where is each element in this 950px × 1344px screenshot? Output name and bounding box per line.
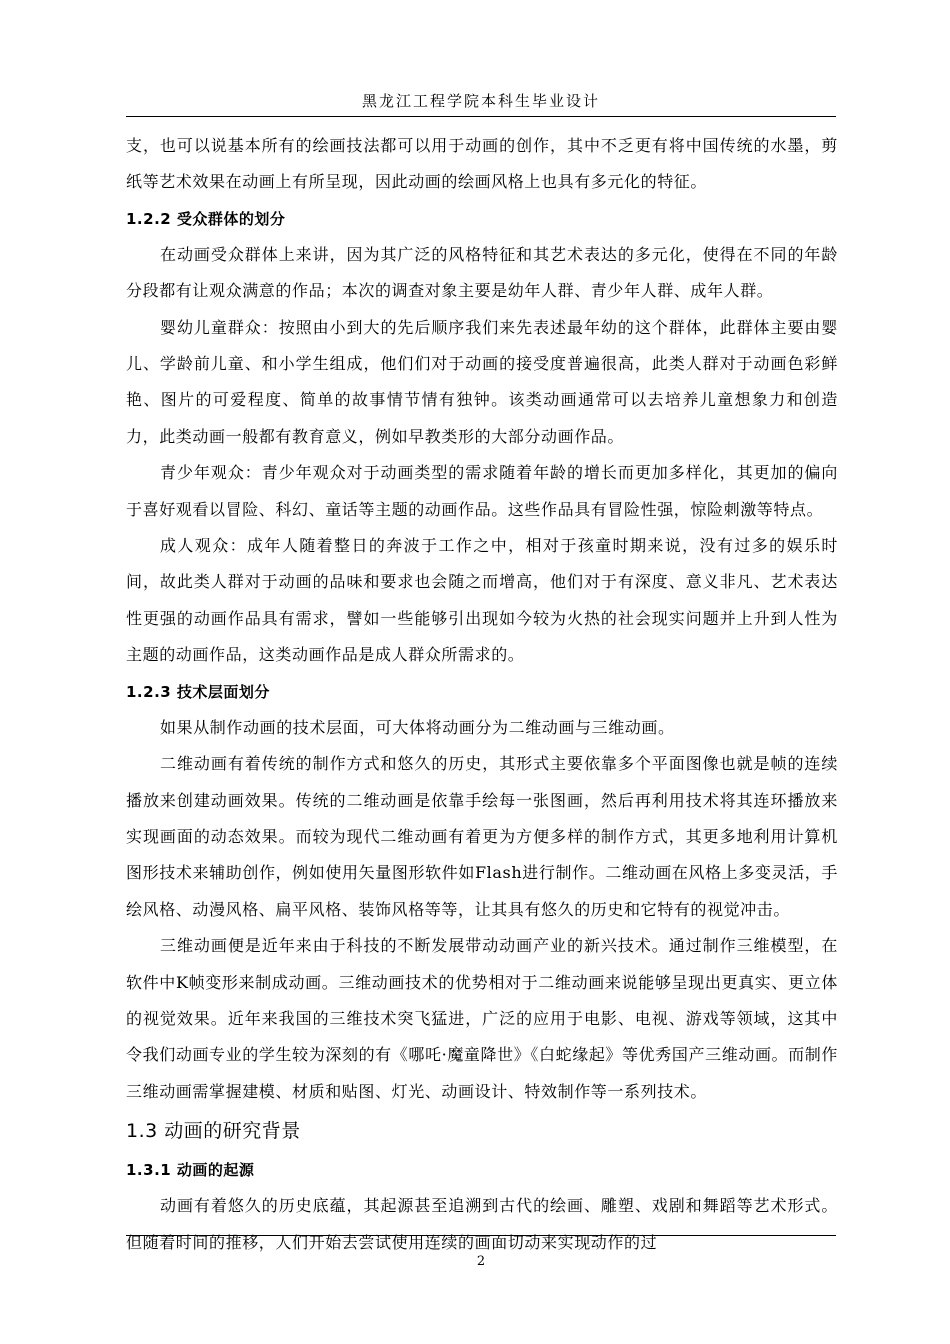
paragraph-animation-origin: 动画有着悠久的历史底蕴，其起源甚至追溯到古代的绘画、雕塑、戏剧和舞蹈等艺术形式。但随着时间的推移，人们开始去尝试使用连续的画面切动来实现动作的过 <box>126 1196 838 1252</box>
page-header: 黑龙江工程学院本科生毕业设计 <box>126 90 836 117</box>
paragraph-2d-animation: 二维动画有着传统的制作方式和悠久的历史，其形式主要依靠多个平面图像也就是帧的连续播放来创建动画效果。传统的二维动画是依靠手绘每一张图画，然后再利用技术将其连环播放来实现画面的动态效果。而较为现代二维动画有着更为方便多样的制作方式，其更多地利用计算机图形技术来辅助创作，例如使用矢量图形软件如Flash进行制作。二维动画在风格上多变灵活，手绘风格、动漫风格、扁平风格、装饰风格等等，让其具有悠久的历史和它特有的视觉冲击。 <box>126 754 838 919</box>
paragraph-adult-audience: 成人观众：成年人随着整日的奔波于工作之中，相对于孩童时期来说，没有过多的娱乐时间，故此类人群对于动画的品味和要求也会随之而增高，他们对于有深度、意义非凡、艺术表达性更强的动画作品具有需求，譬如一些能够引出现如今较为火热的社会现实问题并上升到人性为主题的动画作品，这类动画作品是成人群众所需求的。 <box>126 536 838 665</box>
paragraph-tech-intro: 如果从制作动画的技术层面，可大体将动画分为二维动画与三维动画。 <box>160 717 675 737</box>
page-body <box>126 128 838 1261</box>
heading-1-3-1: 1.3.1 动画的起源 <box>126 1161 255 1180</box>
paragraph-teen-audience: 青少年观众：青少年观众对于动画类型的需求随着年龄的增长而更加多样化，其更加的偏向于喜好观看以冒险、科幻、童话等主题的动画作品。这些作品具有冒险性强，惊险刺激等特点。 <box>126 463 838 519</box>
paragraph-3d-animation: 三维动画便是近年来由于科技的不断发展带动动画产业的新兴技术。通过制作三维模型，在软件中K帧变形来制成动画。三维动画技术的优势相对于二维动画来说能够呈现出更真实、更立体的视觉效果。近年来我国的三维技术突飞猛进，广泛的应用于电影、电视、游戏等领域，这其中令我们动画专业的学生较为深刻的有《哪吒·魔童降世》《白蛇缘起》等优秀国产三维动画。而制作三维动画需掌握建模、材质和贴图、灯光、动画设计、特效制作等一系列技术。 <box>126 936 838 1101</box>
paragraph-audience-intro: 在动画受众群体上来讲，因为其广泛的风格特征和其艺术表达的多元化，使得在不同的年龄分段都有让观众满意的作品；本次的调查对象主要是幼年人群、青少年人群、成年人群。 <box>126 244 838 301</box>
heading-1-2-2: 1.2.2 受众群体的划分 <box>126 209 286 228</box>
footer-rule <box>126 1235 836 1236</box>
paragraph-continuation: 支，也可以说基本所有的绘画技法都可以用于动画的创作，其中不乏更有将中国传统的水墨，剪纸等艺术效果在动画上有所呈现，因此动画的绘画风格上也具有多元化的特征。 <box>126 136 838 192</box>
paragraph-infant-audience: 婴幼儿童群众：按照由小到大的先后顺序我们来先表述最年幼的这个群体，此群体主要由婴儿、学龄前儿童、和小学生组成，他们们对于动画的接受度普遍很高，此类人群对于动画色彩鲜艳、图片的可爱程度、简单的故事情节情有独钟。该类动画通常可以去培养儿童想象力和创造力，此类动画一般都有教育意义，例如早教类形的大部分动画作品。 <box>126 317 838 446</box>
heading-1-3: 1.3 动画的研究背景 <box>126 1120 301 1143</box>
heading-1-2-3: 1.2.3 技术层面划分 <box>126 682 270 701</box>
page-number: 2 <box>476 1254 486 1269</box>
